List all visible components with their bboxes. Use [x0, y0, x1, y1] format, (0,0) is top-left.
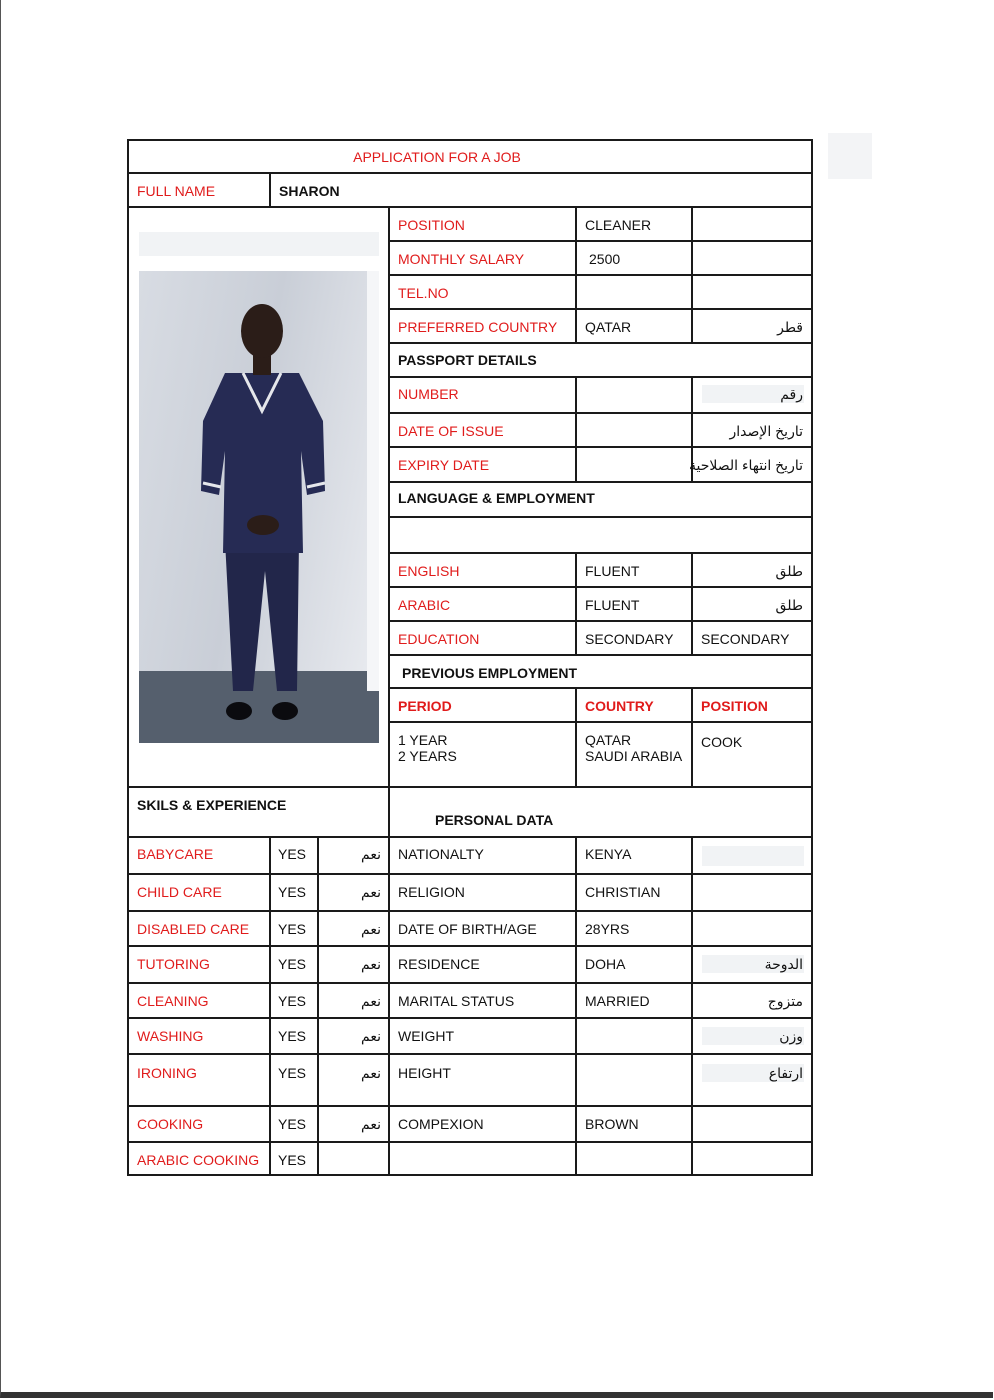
arabic-language-value: FLUENT — [585, 597, 640, 613]
preferred-country-value: QATAR — [585, 319, 632, 335]
job-application-form — [127, 139, 813, 1176]
divider — [691, 836, 693, 1176]
divider — [389, 376, 813, 378]
preferred-country-label: PREFERRED COUNTRY — [398, 319, 558, 335]
issue-date-label: DATE OF ISSUE — [398, 423, 504, 439]
skill-arabic: نعم — [361, 921, 381, 937]
personal-arabic: الدوحة — [764, 956, 803, 972]
divider — [127, 206, 813, 208]
divider — [127, 786, 813, 788]
divider — [389, 516, 813, 518]
personal-label: HEIGHT — [398, 1065, 451, 1081]
skill-label: ARABIC COOKING — [137, 1152, 260, 1168]
divider — [127, 1053, 813, 1055]
divider — [389, 721, 813, 723]
skill-label: TUTORING — [137, 956, 210, 972]
personal-label: WEIGHT — [398, 1028, 454, 1044]
country-header: COUNTRY — [585, 698, 654, 714]
personal-arabic: ارتفاع — [768, 1065, 803, 1081]
border-top — [127, 139, 813, 141]
divider — [691, 687, 693, 787]
divider — [691, 206, 693, 342]
tel-label: TEL.NO — [398, 285, 449, 301]
personal-label: DATE OF BIRTH/AGE — [398, 921, 537, 937]
divider — [127, 1105, 813, 1107]
divider — [575, 206, 577, 342]
personal-label: MARITAL STATUS — [398, 993, 515, 1009]
skill-value: YES — [278, 1152, 307, 1168]
border-left — [127, 139, 129, 1176]
skill-label: CHILD CARE — [137, 884, 222, 900]
personal-value: DOHA — [585, 956, 626, 972]
divider — [269, 836, 271, 1176]
english-arabic: طلق — [775, 563, 803, 579]
personal-arabic: وزن — [779, 1028, 803, 1044]
employment-country: QATAR — [585, 732, 632, 748]
passport-heading: PASSPORT DETAILS — [398, 352, 537, 368]
form-title: APPLICATION FOR A JOB — [353, 149, 521, 165]
personal-data-heading: PERSONAL DATA — [435, 812, 554, 828]
divider — [127, 1141, 813, 1143]
divider — [127, 1017, 813, 1019]
skill-value: YES — [278, 993, 307, 1009]
skill-arabic: نعم — [361, 1116, 381, 1132]
position-label: POSITION — [398, 217, 465, 233]
employment-period: 2 YEARS — [398, 748, 457, 764]
border-bottom — [127, 1174, 813, 1176]
skills-heading: SKILS & EXPERIENCE — [137, 797, 287, 813]
expiry-date-arabic: تاريخ انتهاء الصلاحية — [689, 457, 803, 473]
salary-value: 2500 — [589, 251, 621, 267]
skill-arabic: نعم — [361, 1028, 381, 1044]
skill-value: YES — [278, 884, 307, 900]
divider — [389, 586, 813, 588]
divider — [127, 910, 813, 912]
full-name-label: FULL NAME — [137, 183, 216, 199]
english-value: FLUENT — [585, 563, 640, 579]
english-label: ENGLISH — [398, 563, 460, 579]
full-name-value: SHARON — [279, 183, 340, 199]
passport-number-label: NUMBER — [398, 386, 459, 402]
divider — [388, 206, 390, 1176]
position-value: CLEANER — [585, 217, 652, 233]
skill-label: COOKING — [137, 1116, 204, 1132]
divider — [389, 481, 813, 483]
personal-label: COMPEXION — [398, 1116, 484, 1132]
divider — [127, 873, 813, 875]
skill-label: CLEANING — [137, 993, 209, 1009]
divider — [127, 836, 813, 838]
employment-period: 1 YEAR — [398, 732, 448, 748]
issue-date-arabic: تاريخ الإصدار — [729, 423, 803, 439]
skill-value: YES — [278, 921, 307, 937]
skill-label: WASHING — [137, 1028, 204, 1044]
employment-country: SAUDI ARABIA — [585, 748, 683, 764]
salary-label: MONTHLY SALARY — [398, 251, 525, 267]
divider — [127, 982, 813, 984]
divider — [389, 274, 813, 276]
skill-value: YES — [278, 1065, 307, 1081]
skill-arabic: نعم — [361, 956, 381, 972]
education-value-2: SECONDARY — [701, 631, 790, 647]
personal-label: RELIGION — [398, 884, 465, 900]
divider — [389, 308, 813, 310]
skill-value: YES — [278, 1116, 307, 1132]
language-heading: LANGUAGE & EMPLOYMENT — [398, 490, 595, 506]
employment-position: COOK — [701, 734, 743, 750]
personal-value: 28YRS — [585, 921, 630, 937]
personal-value: MARRIED — [585, 993, 650, 1009]
divider — [317, 836, 319, 1176]
divider — [389, 687, 813, 689]
personal-label: NATIONALTY — [398, 846, 484, 862]
skill-arabic: نعم — [361, 884, 381, 900]
personal-arabic: متزوج — [767, 993, 803, 1009]
divider — [389, 412, 813, 414]
divider — [389, 342, 813, 344]
divider — [575, 836, 577, 1176]
skill-arabic: نعم — [361, 846, 381, 862]
divider — [389, 446, 813, 448]
skill-label: IRONING — [137, 1065, 197, 1081]
divider — [389, 654, 813, 656]
personal-label: RESIDENCE — [398, 956, 480, 972]
divider — [389, 240, 813, 242]
preferred-country-arabic: قطر — [777, 319, 803, 335]
skill-arabic: نعم — [361, 993, 381, 1009]
skill-label: DISABLED CARE — [137, 921, 250, 937]
previous-employment-heading: PREVIOUS EMPLOYMENT — [402, 665, 578, 681]
divider — [269, 172, 271, 208]
applicant-photo — [139, 271, 379, 743]
skill-value: YES — [278, 846, 307, 862]
personal-value: CHRISTIAN — [585, 884, 661, 900]
personal-value: BROWN — [585, 1116, 639, 1132]
divider — [691, 552, 693, 655]
divider — [575, 687, 577, 787]
arabic-language-arabic: طلق — [775, 597, 803, 613]
skill-label: BABYCARE — [137, 846, 214, 862]
blank-field — [139, 232, 379, 256]
skill-arabic: نعم — [361, 1065, 381, 1081]
divider — [575, 376, 577, 482]
applicant-photo-illustration — [139, 271, 379, 743]
divider — [127, 172, 813, 174]
personal-value: KENYA — [585, 846, 632, 862]
skill-value: YES — [278, 956, 307, 972]
skill-value: YES — [278, 1028, 307, 1044]
employment-position-header: POSITION — [701, 698, 768, 714]
expiry-date-label: EXPIRY DATE — [398, 457, 490, 473]
border-right — [811, 139, 813, 1176]
corner-placeholder — [828, 133, 872, 179]
blank-field — [702, 846, 804, 866]
education-label: EDUCATION — [398, 631, 480, 647]
divider — [575, 552, 577, 655]
period-header: PERIOD — [398, 698, 452, 714]
divider — [389, 552, 813, 554]
passport-number-arabic: رقم — [780, 386, 803, 402]
divider — [389, 620, 813, 622]
arabic-language-label: ARABIC — [398, 597, 451, 613]
divider — [127, 945, 813, 947]
education-value: SECONDARY — [585, 631, 674, 647]
